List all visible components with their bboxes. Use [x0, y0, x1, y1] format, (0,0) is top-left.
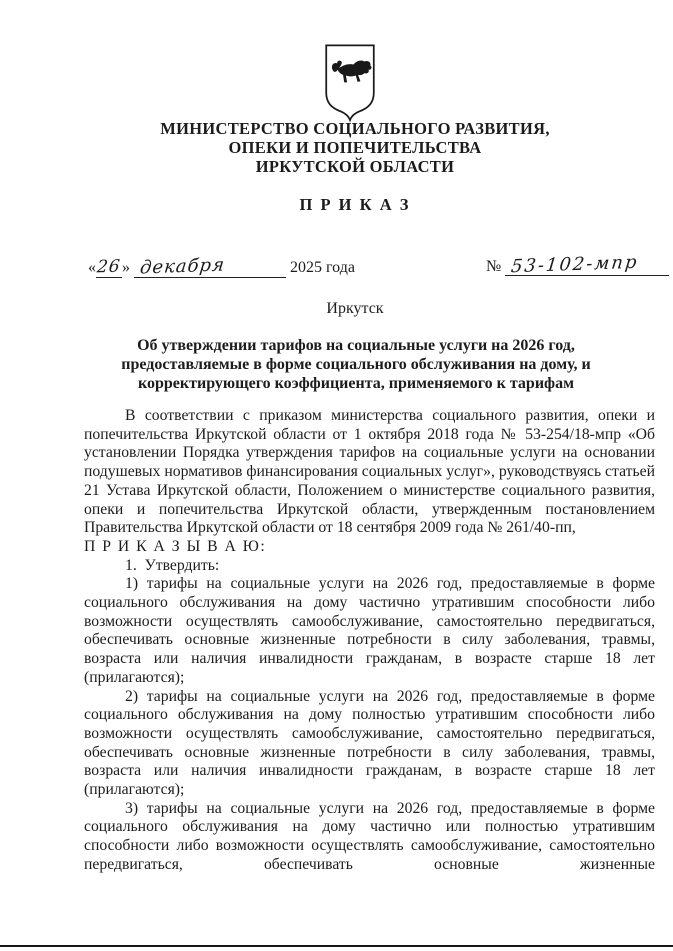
document-number-field	[486, 251, 669, 278]
document-title	[70, 336, 642, 393]
handwritten-day: 26	[96, 256, 122, 278]
list-item-1: 1) тарифы на социальные услуги на 2026 год, предоставляемые в форме социального обслуживания на дому частично утратившим способности либо возможности осуществлять самообслуживание, самостоятельно передвигаться, обеспечивать основные жизненные потребности в силу заболевания, травмы, возраста или наличия инвалидности гражданам, в возрасте старше 18 лет (прилагаются);	[84, 575, 655, 686]
year-label: 2025 года	[290, 259, 355, 276]
handwritten-number: 53-102-мпр	[510, 251, 640, 278]
date-and-number-row	[84, 250, 665, 284]
list-item-2: 2) тарифы на социальные услуги на 2026 год, предоставляемые в форме социального обслуживания на дому полностью утратившим способности либо возможности осуществлять самообслуживание, самостоятельно передвигаться, обеспечивать основные жизненные потребности в силу заболевания, травмы, возраста или наличия инвалидности гражданам, в возрасте старше 18 лет (прилагаются);	[84, 687, 655, 799]
document-body	[84, 407, 655, 875]
approve-item: 1. Утвердить:	[125, 556, 220, 574]
ministry-name-line: МИНИСТЕРСТВО СОЦИАЛЬНОГО РАЗВИТИЯ,	[160, 119, 550, 138]
coat-of-arms-icon	[321, 43, 379, 123]
open-quote: «	[88, 259, 96, 276]
handwritten-month: декабря	[138, 254, 227, 279]
date-field	[88, 256, 355, 278]
decree-word: П Р И К А З Ы В А Ю:	[84, 537, 267, 555]
place-name: Иркутск	[326, 300, 384, 317]
ministry-name-line: ОПЕКИ И ПОПЕЧИТЕЛЬСТВА	[228, 138, 482, 157]
number-blank	[505, 251, 669, 278]
list-item-3: 3) тарифы на социальные услуги на 2026 год, предоставляемые в форме социального обслуживания на дому частично или полностью утратившим способности либо возможности осуществлять самообслуживание, самостоятельно передвигаться, обеспечивать основные жизненные	[84, 799, 655, 873]
document-title-line: корректирующего коэффициента, применяемого к тарифам	[137, 375, 574, 392]
month-blank	[134, 256, 286, 278]
intro-paragraph: В соответствии с приказом министерства социального развития, опеки и попечительства Иркутской области от 1 октября 2018 года № 53-254/18-мпр «Об установлении Порядка утверждения тарифов на социальные услуги на основании подушевых нормативов финансирования социальных услуг», руководствуясь статьей 21 Устава Иркутской области, Положением о министерстве социального развития, опеки и попечительства Иркутской области, утвержденным постановлением Правительства Иркутской области от 18 сентября 2009 года № 261/40-пп,	[84, 407, 655, 537]
day-blank	[96, 257, 122, 278]
close-quote: »	[122, 259, 130, 276]
ministry-name	[70, 119, 640, 176]
document-title-line: Об утверждении тарифов на социальные услуги на 2026 год,	[137, 337, 575, 354]
document-type-heading: П Р И К А З	[299, 195, 411, 214]
ministry-name-line: ИРКУТСКОЙ ОБЛАСТИ	[255, 157, 455, 176]
scan-edge-line	[0, 945, 673, 947]
document-title-line: предоставляемые в форме социального обслуживания на дому, и	[121, 356, 591, 373]
number-sign: №	[486, 258, 502, 275]
